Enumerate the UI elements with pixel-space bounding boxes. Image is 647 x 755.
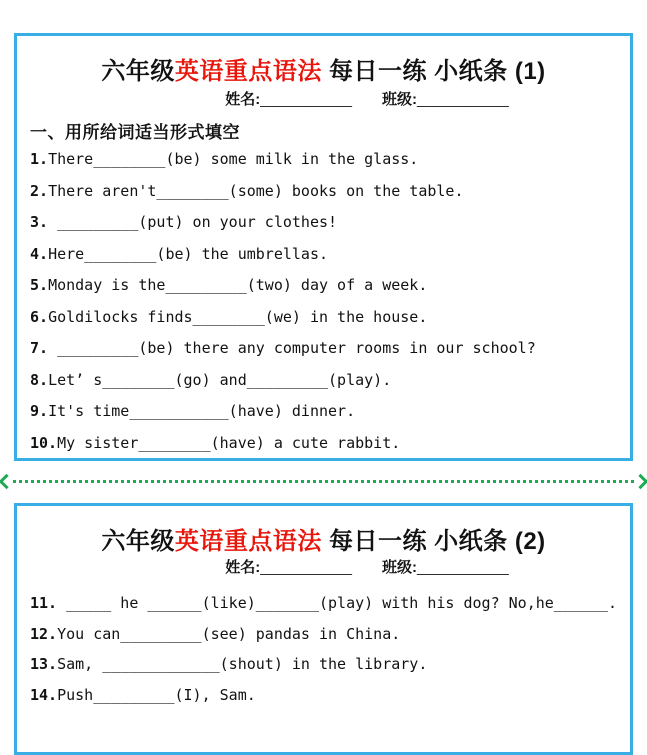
- question-item: [30, 680, 626, 711]
- question-text: There________(be) some milk in the glass.: [48, 150, 419, 168]
- left-arrow-icon: [0, 473, 14, 489]
- title-suffix: 每日一练 小纸条 (1): [321, 58, 546, 85]
- class-blank-field: ___________: [417, 559, 509, 576]
- question-text: You can_________(see) pandas in China.: [57, 624, 401, 643]
- question-text: Sam, _____________(shout) in the library.: [57, 655, 428, 673]
- name-label: 姓名:: [225, 559, 261, 576]
- question-item: [30, 649, 626, 680]
- question-item: [30, 144, 626, 176]
- question-item: [30, 428, 626, 460]
- question-text: _________(put) on your clothes!: [48, 213, 338, 231]
- page-title: [17, 51, 630, 86]
- question-number: 6.: [30, 307, 49, 326]
- question-item: [30, 619, 626, 650]
- question-number: 13.: [30, 655, 58, 673]
- name-blank-field: ___________: [260, 91, 352, 108]
- name-blank-field: ___________: [260, 559, 352, 576]
- question-item: [30, 176, 626, 208]
- question-number: 3.: [30, 213, 49, 231]
- question-text: Push_________(I), Sam.: [57, 685, 256, 704]
- question-number: 10.: [30, 433, 58, 452]
- question-number: 5.: [30, 276, 49, 294]
- question-text: Goldilocks finds________(we) in the house.: [48, 307, 428, 326]
- question-number: 11.: [30, 594, 58, 612]
- title-highlight: 英语重点语法: [174, 58, 322, 85]
- question-list-2: [30, 588, 626, 710]
- question-item: [30, 396, 626, 428]
- class-label: 班级:: [382, 559, 417, 576]
- question-item: [30, 239, 626, 271]
- dotted-line: [13, 480, 634, 483]
- question-text: It's time___________(have) dinner.: [48, 402, 356, 420]
- worksheet-card-2: [14, 503, 633, 755]
- question-number: 12.: [30, 624, 58, 643]
- question-item: [30, 302, 626, 334]
- cut-line: [0, 471, 647, 491]
- question-text: Let’ s________(go) and_________(play).: [48, 370, 392, 389]
- title-prefix: 六年级: [101, 528, 175, 555]
- question-text: Monday is the_________(two) day of a week.: [48, 276, 428, 294]
- name-class-line: [17, 88, 630, 109]
- question-list-1: [30, 144, 626, 459]
- title-highlight: 英语重点语法: [174, 528, 322, 555]
- question-number: 9.: [30, 402, 49, 420]
- question-text: _____ he ______(like)_______(play) with his dog? No,he______.: [57, 594, 618, 612]
- right-arrow-icon: [633, 473, 647, 489]
- question-text: My sister________(have) a cute rabbit.: [57, 433, 401, 452]
- title-prefix: 六年级: [101, 58, 175, 85]
- question-number: 1.: [30, 150, 49, 168]
- question-number: 14.: [30, 685, 58, 704]
- title-suffix: 每日一练 小纸条 (2): [321, 528, 546, 555]
- question-item: [30, 270, 626, 302]
- question-item: [30, 207, 626, 239]
- name-label: 姓名:: [225, 91, 261, 108]
- section-heading: 一、用所给词适当形式填空: [30, 123, 240, 142]
- question-number: 4.: [30, 244, 49, 263]
- question-item: [30, 588, 626, 619]
- question-text: _________(be) there any computer rooms in our school?: [48, 339, 536, 357]
- name-class-line: [17, 556, 630, 577]
- page-title-2: [17, 521, 630, 556]
- question-number: 8.: [30, 370, 49, 389]
- question-item: [30, 365, 626, 397]
- question-item: [30, 333, 626, 365]
- question-text: There aren't________(some) books on the table.: [48, 181, 464, 200]
- class-label: 班级:: [382, 91, 417, 108]
- worksheet-card-1: [14, 33, 633, 461]
- question-number: 7.: [30, 339, 49, 357]
- class-blank-field: ___________: [417, 91, 509, 108]
- question-text: Here________(be) the umbrellas.: [48, 244, 329, 263]
- question-number: 2.: [30, 181, 49, 200]
